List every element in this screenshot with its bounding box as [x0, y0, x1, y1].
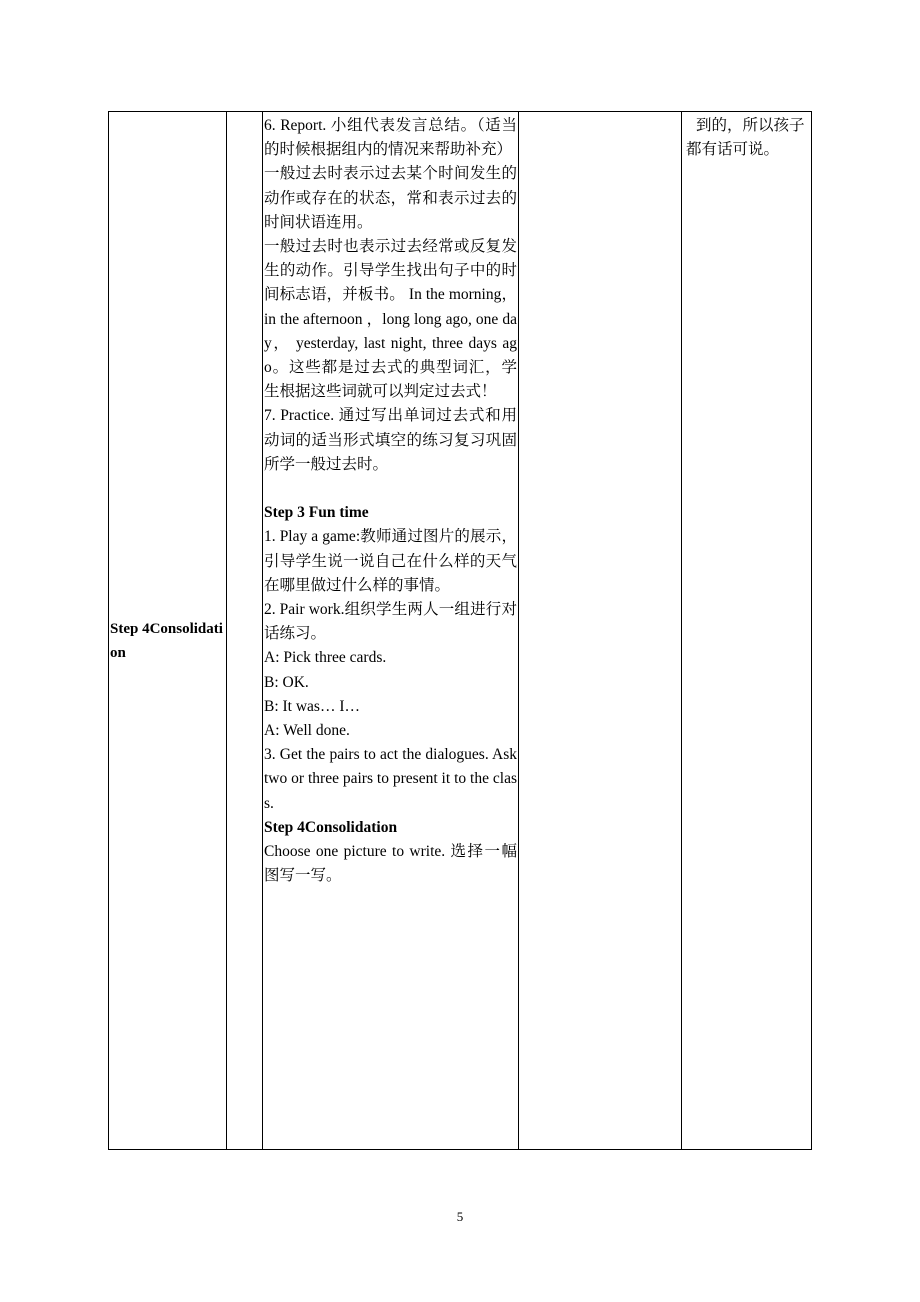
- content-line: 1. Play a game:教师通过图片的展示，引导学生说一说自己在什么样的天气在哪里做过什么样的事情。: [264, 528, 517, 594]
- design-note-cell: [682, 112, 812, 1150]
- section-heading: Step 4Consolidation: [264, 818, 398, 836]
- design-note: 到的，所以孩子都有话可说。: [686, 117, 805, 159]
- content-line: 7. Practice. 通过写出单词过去式和用动词的适当形式填空的练习复习巩固所学一般过去时。: [264, 407, 517, 473]
- content-line: 一般过去时表示过去某个时间发生的动作或存在的状态，常和表示过去的时间状语连用。: [264, 165, 517, 231]
- page-number: 5: [456, 1209, 464, 1224]
- content-line: 2. Pair work.组织学生两人一组进行对话练习。: [264, 601, 517, 643]
- table-row: [109, 112, 812, 1150]
- section-heading: Step 3 Fun time: [264, 504, 369, 522]
- step-label: Step 4Consolidation: [110, 620, 223, 661]
- dialogue-line: A: Pick three cards.: [264, 649, 387, 667]
- empty-cell: [227, 112, 263, 1150]
- dialogue-line: B: OK.: [264, 673, 309, 691]
- empty-cell: [519, 112, 682, 1150]
- dialogue-line: B: It was… I…: [264, 697, 361, 715]
- content-line: 3. Get the pairs to act the dialogues. Ask two or three pairs to present it to the class.: [264, 746, 517, 812]
- dialogue-line: A: Well done.: [264, 722, 350, 740]
- content-line: 6. Report. 小组代表发言总结。（适当的时候根据组内的情况来帮助补充）: [264, 117, 517, 159]
- content-line: Choose one picture to write. 选择一幅图写一写。: [264, 843, 517, 885]
- lesson-plan-table: [108, 111, 812, 1150]
- step-cell: [109, 112, 227, 1150]
- blank-line: [264, 477, 517, 501]
- content-cell: [263, 112, 519, 1150]
- content-line: 一般过去时也表示过去经常或反复发生的动作。引导学生找出句子中的时间标志语，并板书。 In the morning， in the afternoon ，long long ago, one day， yesterday, last night, three days ago。这些都是过去式的典型词汇，学生根据这些词就可以判定过去式！: [264, 238, 517, 401]
